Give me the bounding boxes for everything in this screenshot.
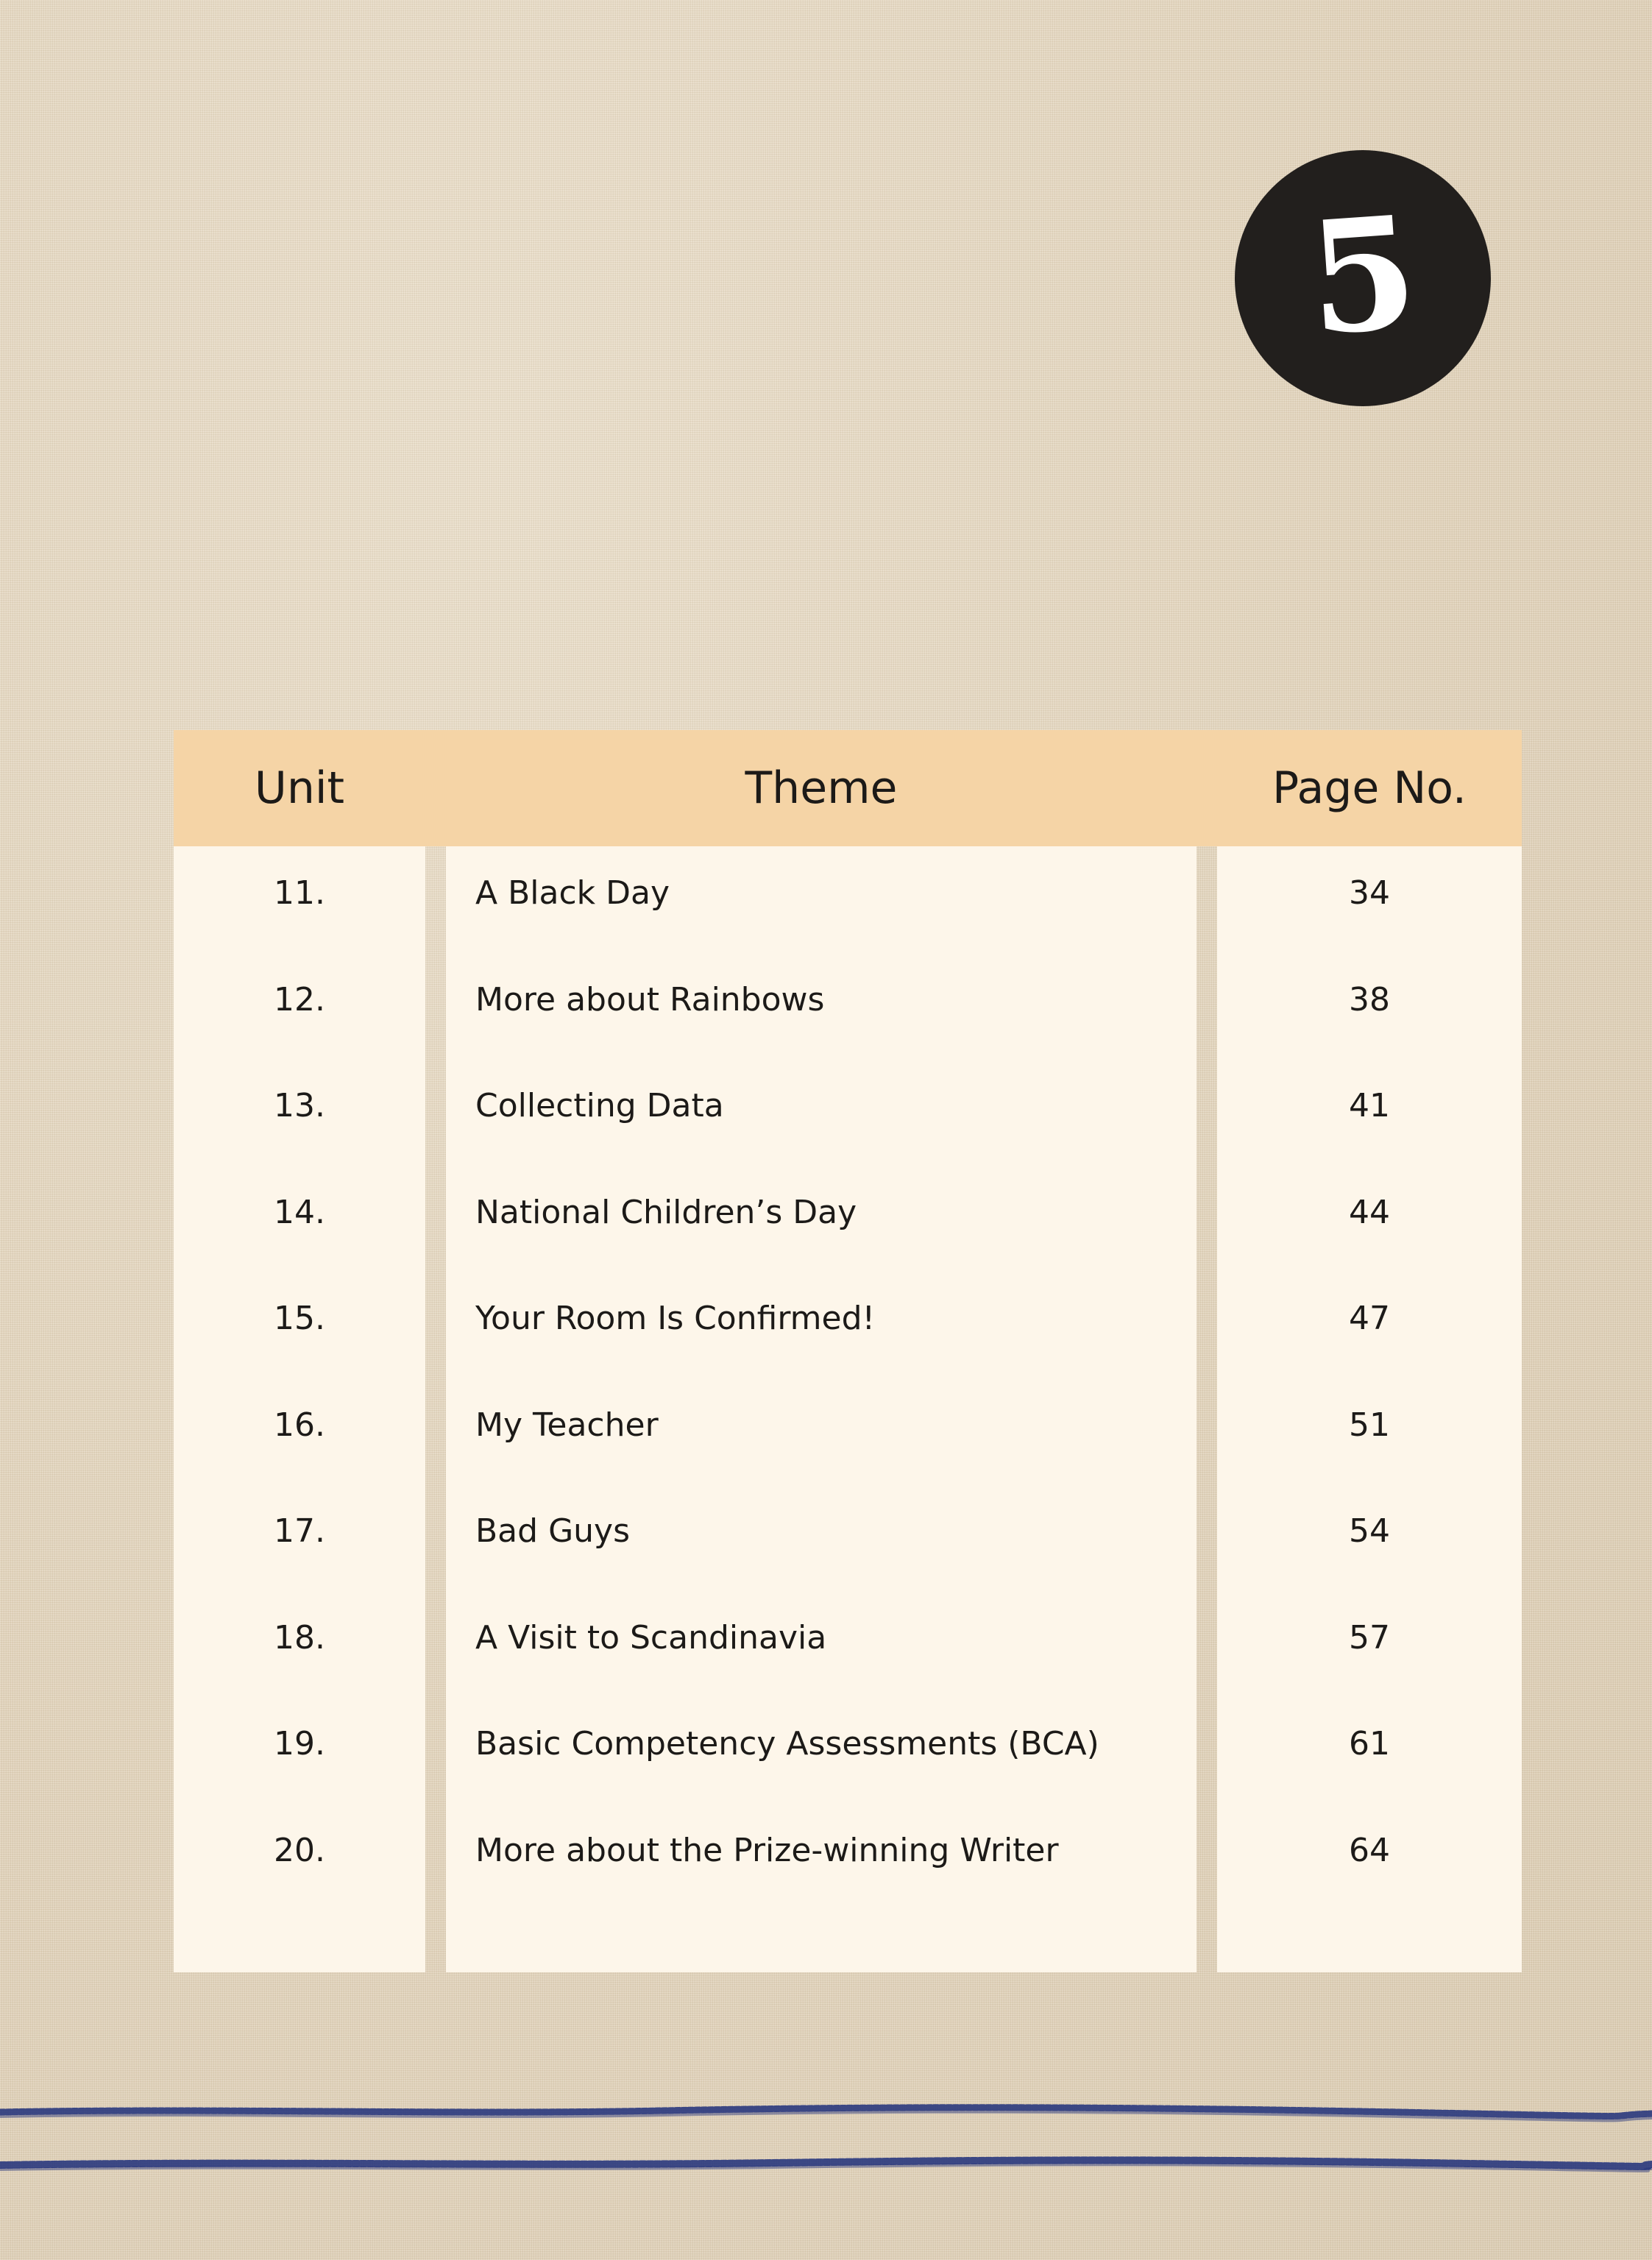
theme-cell: A Black Day [475, 874, 670, 912]
theme-cell: Basic Competency Assessments (BCA) [475, 1725, 1099, 1763]
theme-cell: A Visit to Scandinavia [475, 1618, 827, 1657]
unit-number-badge [1235, 150, 1491, 406]
page-cell: 41 [1349, 1087, 1390, 1124]
theme-cell: Your Room Is Confirmed! [475, 1300, 876, 1337]
page-cell: 38 [1349, 980, 1390, 1019]
table-row [174, 1272, 1522, 1378]
table-of-contents [174, 730, 1522, 1972]
theme-cell: My Teacher [475, 1406, 659, 1444]
table-row [174, 1591, 1522, 1698]
table-row [174, 953, 1522, 1060]
table-row [174, 1166, 1522, 1272]
unit-cell: 15. [274, 1300, 325, 1337]
woven-blue-stripes [0, 2090, 1652, 2178]
badge-number: 5 [1302, 181, 1423, 370]
unit-cell: 12. [274, 980, 325, 1019]
theme-column-header: Theme [745, 762, 898, 814]
theme-cell: More about the Prize-winning Writer [475, 1831, 1059, 1869]
page-cell: 44 [1349, 1193, 1390, 1231]
table-body [174, 846, 1522, 1910]
page-cell: 61 [1349, 1725, 1390, 1763]
unit-cell: 17. [274, 1512, 325, 1550]
theme-cell: Bad Guys [475, 1512, 631, 1550]
page-column-header: Page No. [1272, 762, 1467, 814]
page-cell: 47 [1349, 1300, 1390, 1337]
table-row [174, 1804, 1522, 1910]
theme-cell: Collecting Data [475, 1087, 724, 1124]
unit-cell: 11. [274, 874, 325, 912]
theme-cell: National Children’s Day [475, 1193, 857, 1231]
table-row [174, 1697, 1522, 1804]
table-row [174, 846, 1522, 953]
unit-cell: 16. [274, 1406, 325, 1444]
theme-cell: More about Rainbows [475, 980, 825, 1019]
page-cell: 57 [1349, 1618, 1390, 1657]
table-row [174, 1484, 1522, 1591]
page-cell: 64 [1349, 1831, 1390, 1869]
unit-cell: 19. [274, 1725, 325, 1763]
page-cell: 51 [1349, 1406, 1390, 1444]
page-cell: 34 [1349, 874, 1390, 912]
page-cell: 54 [1349, 1512, 1390, 1550]
unit-cell: 14. [274, 1193, 325, 1231]
table-header [174, 730, 1522, 846]
unit-column-header: Unit [254, 762, 345, 814]
unit-cell: 20. [274, 1831, 325, 1869]
table-row [174, 1378, 1522, 1485]
table-row [174, 1059, 1522, 1166]
unit-cell: 13. [274, 1087, 325, 1124]
unit-cell: 18. [274, 1618, 325, 1657]
